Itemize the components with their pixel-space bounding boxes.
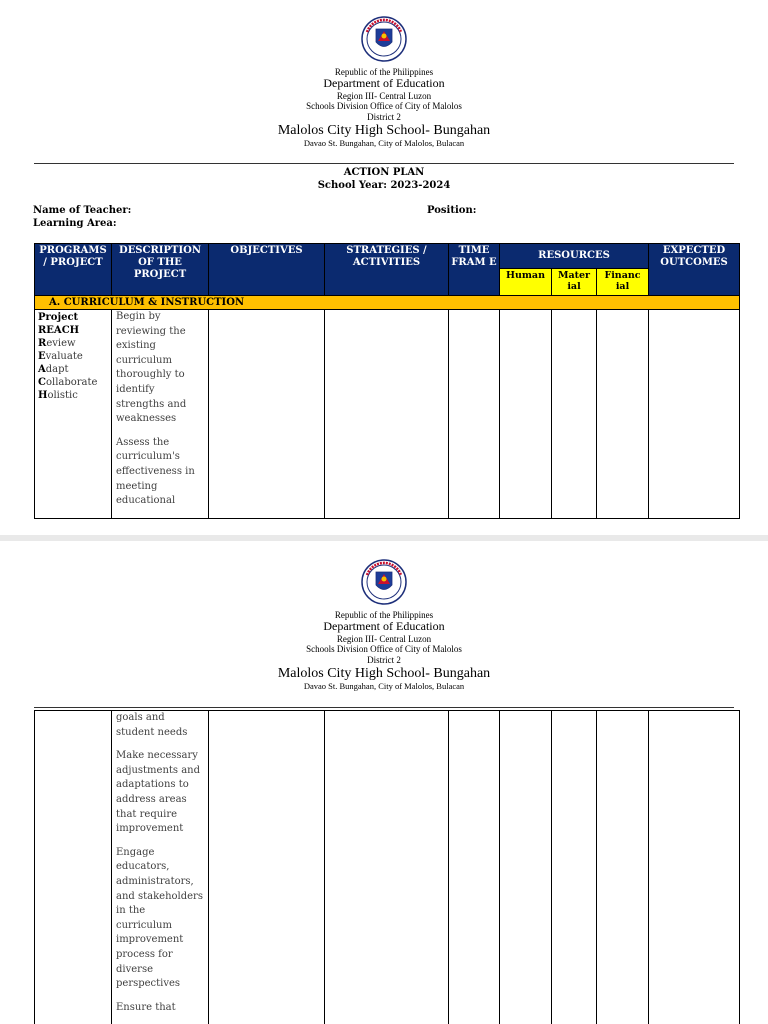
- financial-cell: [597, 711, 649, 1024]
- table-row: [35, 310, 740, 519]
- acronym-line: Review: [38, 338, 76, 349]
- outcomes-cell: [649, 711, 740, 1024]
- acronym-line: Collaborate: [38, 377, 98, 388]
- objectives-cell: [209, 711, 325, 1024]
- header-country: Republic of the Philippines: [334, 67, 434, 77]
- material-cell: [552, 711, 597, 1024]
- table-row: [35, 711, 740, 1024]
- teacher-label: Name of Teacher:: [33, 205, 132, 216]
- header-school: Malolos City High School- Bungahan: [277, 666, 491, 682]
- letterhead: [0, 559, 768, 692]
- header-time-frame: TIME FRAM E: [449, 244, 500, 296]
- deped-seal-icon: [361, 16, 407, 62]
- letterhead: [0, 16, 768, 149]
- header-rule: [34, 163, 734, 164]
- project-label: Project: [38, 312, 79, 323]
- header-department: Department of Education: [323, 76, 445, 91]
- acronym-line: Holistic: [38, 390, 78, 401]
- header-address: Davao St. Bungahan, City of Malolos, Bulacan: [303, 681, 465, 692]
- header-district: District 2: [367, 111, 401, 122]
- strategies-cell: [325, 310, 449, 519]
- human-cell: [500, 310, 552, 519]
- header-department: Department of Education: [323, 619, 445, 634]
- header-region: Region III- Central Luzon: [336, 91, 432, 102]
- header-school: Malolos City High School- Bungahan: [277, 123, 491, 139]
- document-title-block: [0, 166, 768, 192]
- header-description: DESCRIPTION OF THE PROJECT: [112, 244, 209, 296]
- header-address: Davao St. Bungahan, City of Malolos, Bulacan: [303, 138, 465, 149]
- header-material: Mater ial: [552, 269, 597, 296]
- action-plan-table: [34, 243, 740, 519]
- header-programs: PROGRAMS / PROJECT: [35, 244, 112, 296]
- description-cell: [112, 310, 209, 519]
- description-item: goals and student needs: [116, 712, 188, 738]
- header-resources: RESOURCES: [500, 244, 649, 269]
- strategies-cell: [325, 711, 449, 1024]
- description-item: Engage educators, administrators, and stakeholders in the curriculum improvement process for diverse perspectives: [116, 846, 203, 990]
- description-item: Begin by reviewing the existing curriculum thoroughly to identify strengths and weaknesses: [116, 311, 187, 425]
- objectives-cell: [209, 310, 325, 519]
- time-frame-cell: [449, 711, 500, 1024]
- header-division: Schools Division Office of City of Malolos: [306, 644, 462, 655]
- learning-area-label: Learning Area:: [33, 218, 117, 229]
- human-cell: [500, 711, 552, 1024]
- header-district: District 2: [367, 654, 401, 665]
- action-plan-table-continued: [34, 710, 740, 1024]
- position-label: Position:: [427, 205, 477, 216]
- acronym-line: Adapt: [38, 364, 69, 375]
- project-name-cell: [35, 310, 112, 519]
- header-rule: [34, 707, 734, 708]
- time-frame-cell: [449, 310, 500, 519]
- description-cell: [112, 711, 209, 1024]
- header-outcomes: EXPECTED OUTCOMES: [649, 244, 740, 296]
- financial-cell: [597, 310, 649, 519]
- deped-seal-icon: [361, 559, 407, 605]
- header-region: Region III- Central Luzon: [336, 634, 432, 645]
- header-human: Human: [500, 269, 552, 296]
- project-name: REACH: [38, 325, 80, 336]
- page-2: [0, 540, 768, 1024]
- document-title: ACTION PLAN: [343, 167, 425, 178]
- project-name-cell: [35, 711, 112, 1024]
- outcomes-cell: [649, 310, 740, 519]
- header-division: Schools Division Office of City of Malolos: [306, 101, 462, 112]
- material-cell: [552, 310, 597, 519]
- header-country: Republic of the Philippines: [334, 610, 434, 620]
- description-item: Ensure that: [116, 1001, 176, 1013]
- section-curriculum-instruction: A. CURRICULUM & INSTRUCTION: [35, 296, 740, 310]
- school-year: School Year: 2023-2024: [317, 180, 451, 191]
- header-objectives: OBJECTIVES: [209, 244, 325, 296]
- acronym-line: Evaluate: [38, 351, 83, 362]
- description-item: Assess the curriculum's effectiveness in meeting educational: [116, 436, 195, 507]
- description-item: Make necessary adjustments and adaptations to address areas that require improvement: [116, 750, 201, 835]
- header-financial: Financ ial: [597, 269, 649, 296]
- header-strategies: STRATEGIES / ACTIVITIES: [325, 244, 449, 296]
